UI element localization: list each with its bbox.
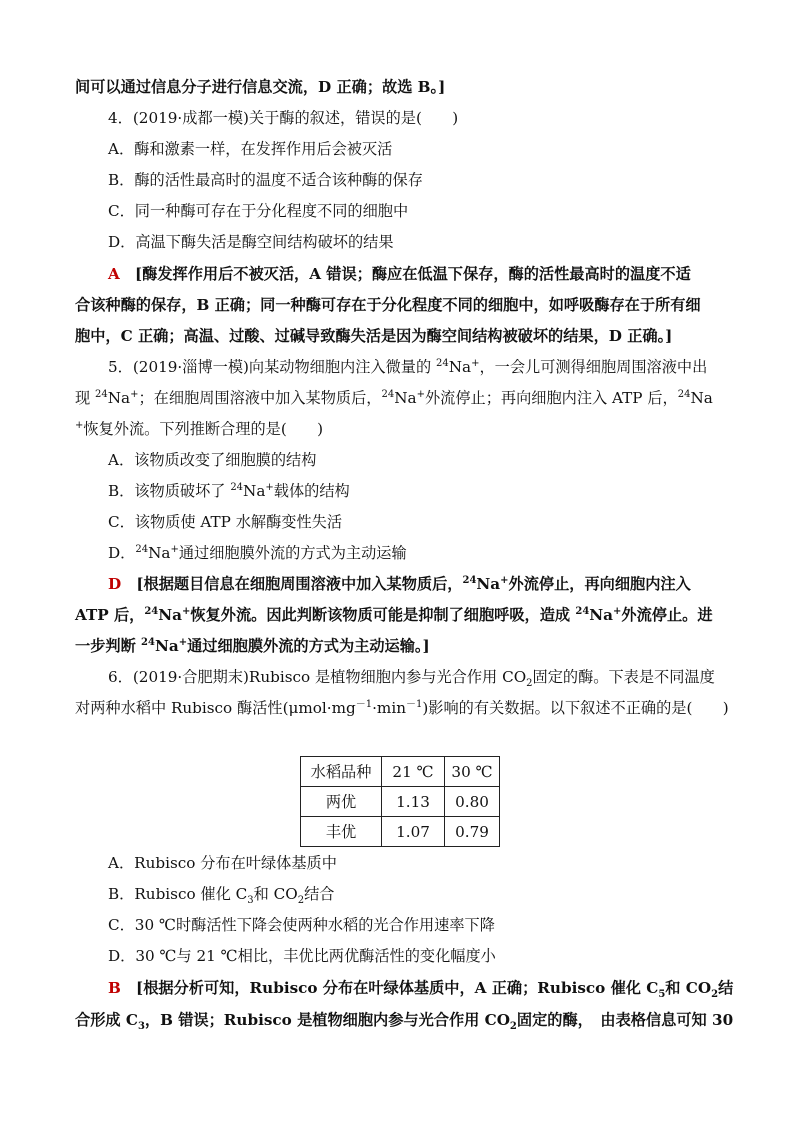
question-5-line2: 现 $^{24}$Na+；在细胞周围溶液中加入某物质后，$^{24}$Na+外流停止；再向细胞内注入 ATP 后，$^{24}$Na (75, 388, 713, 407)
option-5d: D．$^{24}$Na+通过细胞膜外流的方式为主动运输 (108, 543, 407, 562)
answer-5: D [根据题目信息在细胞周围溶液中加入某物质后，$^{24}$Na+外流停止，再向细胞内注入 (108, 574, 691, 593)
question-6: 6．(2019·合肥期末)Rubisco 是植物细胞内参与光合作用 $CO_2$固定的酶。下表是不同温度 (108, 668, 715, 690)
option-6a: A．Rubisco 分布在叶绿体基质中 (108, 854, 337, 872)
text-line: 间可以通过信息分子进行信息交流，D 正确；故选 B。] (75, 78, 446, 96)
table-cell: 0.80 (445, 787, 500, 817)
option-4a: A．酶和激素一样，在发挥作用后会被灭活 (108, 140, 393, 158)
question-5-line3: +恢复外流。下列推断合理的是( ) (75, 419, 324, 438)
table-header: 21 ℃ (382, 757, 445, 787)
option-5c: C．该物质使 ATP 水解酶变性失活 (108, 513, 343, 531)
table-cell: 丰优 (301, 817, 382, 847)
question-4: 4．(2019·成都一模)关于酶的叙述，错误的是( ) (108, 109, 459, 127)
option-6d: D．30 ℃与 21 ℃相比，丰优比两优酶活性的变化幅度小 (108, 947, 496, 965)
answer-key: D (108, 575, 122, 593)
table-header: 30 ℃ (445, 757, 500, 787)
table-cell: 两优 (301, 787, 382, 817)
answer-6-line2: 合形成 $C_3$，B 错误；Rubisco 是植物细胞内参与光合作用 $CO_2$固定的酶， 由表格信息可知 30 (75, 1011, 734, 1033)
option-6c: C．30 ℃时酶活性下降会使两种水稻的光合作用速率下降 (108, 916, 495, 934)
answer-4-line2: 合该种酶的保存，B 正确；同一种酶可存在于分化程度不同的细胞中，如呼吸酶存在于所有细 (75, 296, 701, 314)
table-cell: 0.79 (445, 817, 500, 847)
table-header-row (301, 757, 500, 787)
table-header: 水稻品种 (301, 757, 382, 787)
answer-4-line3: 胞中，C 正确；高温、过酸、过碱导致酶失活是因为酶空间结构被破坏的结果，D 正确。] (75, 327, 673, 345)
option-4c: C．同一种酶可存在于分化程度不同的细胞中 (108, 202, 409, 220)
question-5: 5．(2019·淄博一模)向某动物细胞内注入微量的 $^{24}$Na+，一会儿可测得细胞周围溶液中出 (108, 357, 708, 376)
table-cell: 1.13 (382, 787, 445, 817)
option-5a: A．该物质改变了细胞膜的结构 (108, 451, 317, 469)
option-5b: B．该物质破坏了 $^{24}$Na+载体的结构 (108, 481, 350, 500)
data-table (300, 756, 500, 847)
option-6b: B．Rubisco 催化 $C_3$和 $CO_2$结合 (108, 885, 335, 907)
option-4b: B．酶的活性最高时的温度不适合该种酶的保存 (108, 171, 423, 189)
answer-key: A (108, 265, 120, 283)
answer-5-line3: 一步判断 $^{24}$Na+通过细胞膜外流的方式为主动运输。] (75, 636, 430, 655)
table-cell: 1.07 (382, 817, 445, 847)
table-row (301, 817, 500, 847)
table-row (301, 787, 500, 817)
answer-5-line2: ATP 后，$^{24}$Na+恢复外流。因此判断该物质可能是抑制了细胞呼吸，造成 $^{24}$Na+外流停止。进 (75, 605, 713, 624)
answer-key: B (108, 979, 121, 997)
answer-4: A [酶发挥作用后不被灭活，A 错误；酶应在低温下保存，酶的活性最高时的温度不适 (108, 265, 691, 283)
answer-6: B [根据分析可知，Rubisco 分布在叶绿体基质中，A 正确；Rubisco 催化 $C_5$和 $CO_2$结 (108, 979, 734, 1001)
option-4d: D．高温下酶失活是酶空间结构破坏的结果 (108, 233, 394, 251)
question-6-line2: 对两种水稻中 Rubisco 酶活性$(\mu mol\cdot mg^{-1}\cdot\min^{-1})$影响的有关数据。以下叙述不正确的是( ) (75, 698, 729, 717)
